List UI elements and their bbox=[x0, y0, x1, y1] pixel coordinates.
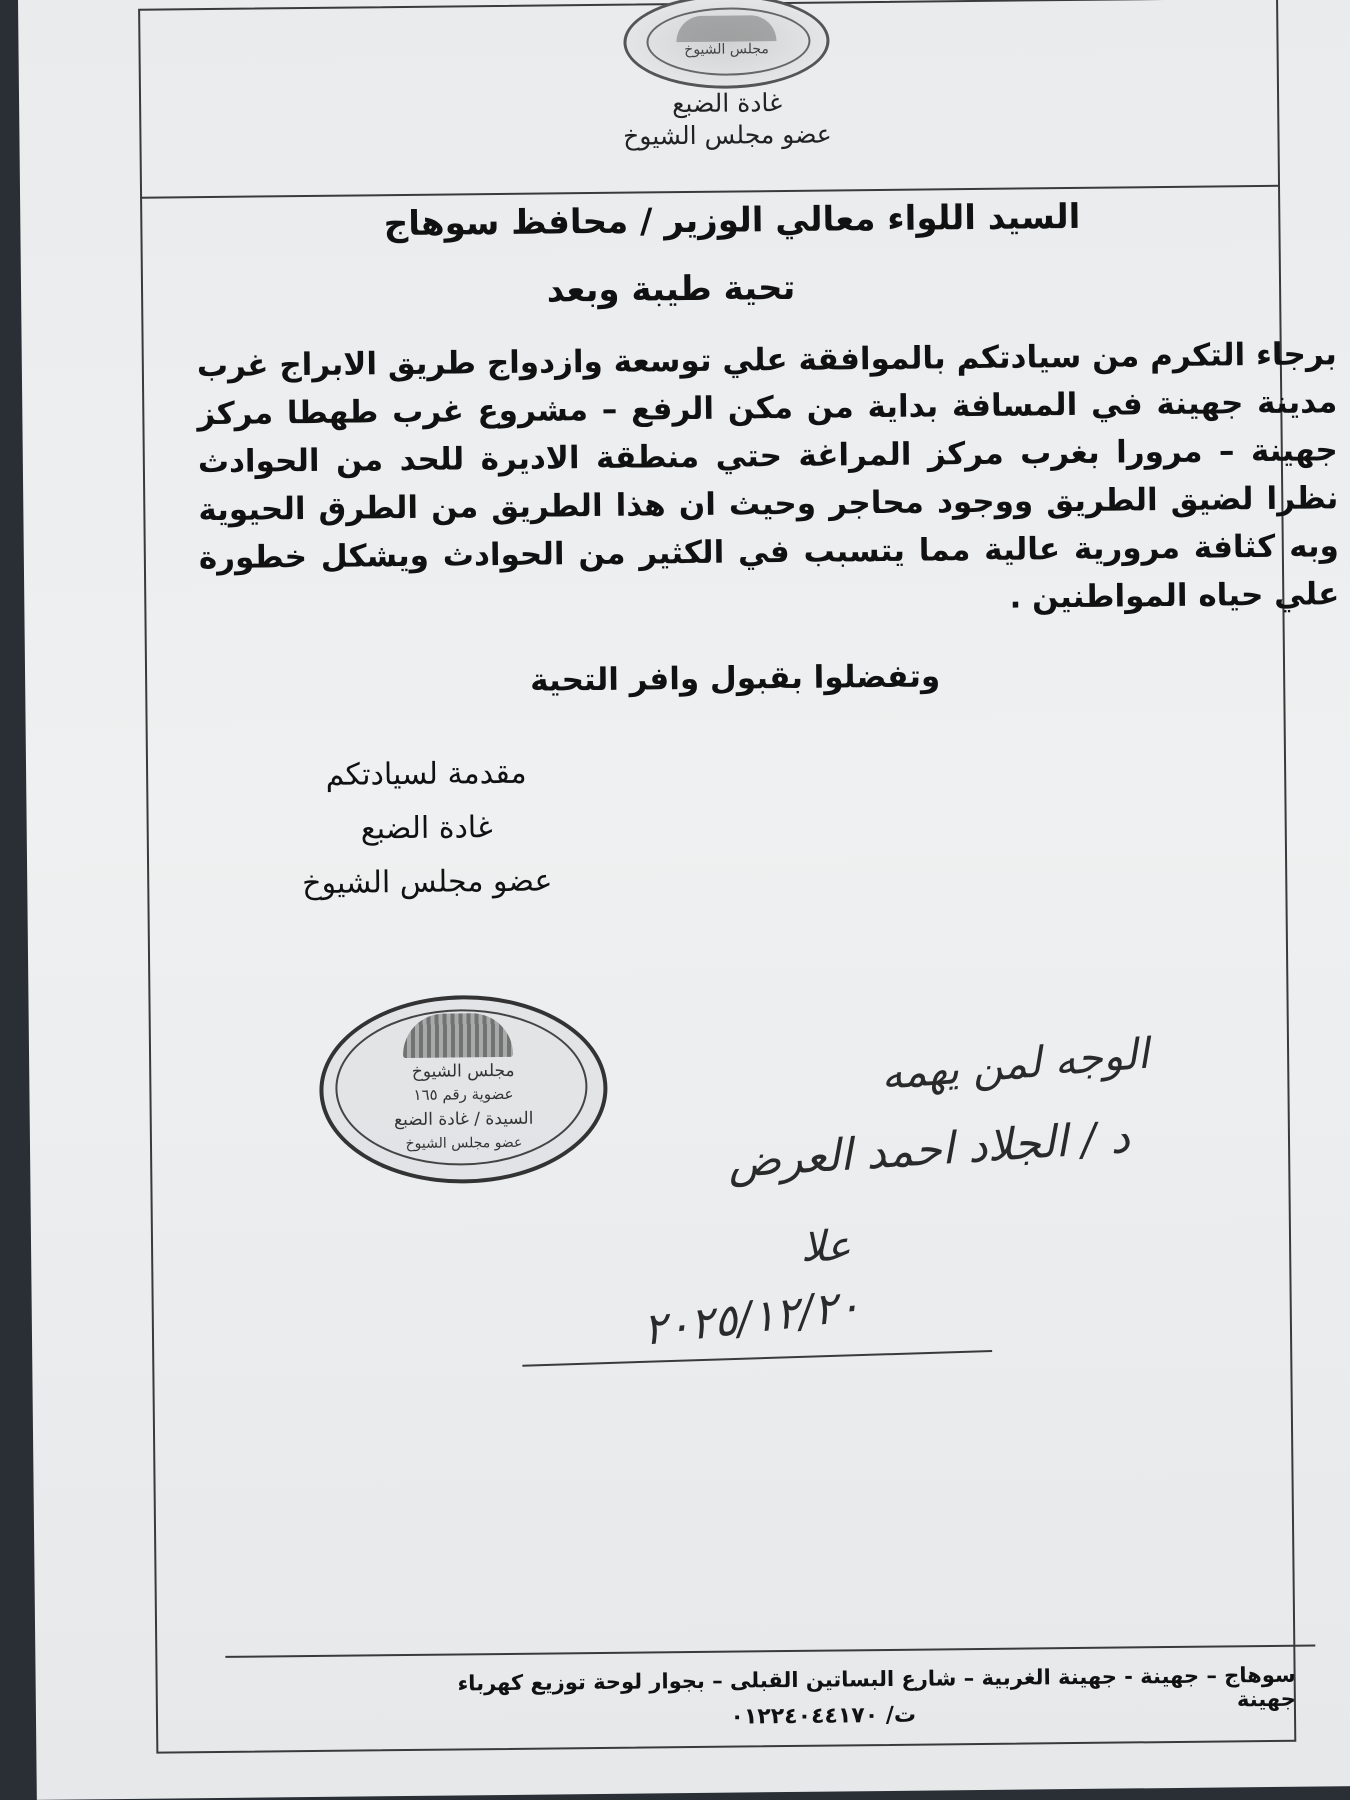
dome-icon bbox=[676, 15, 776, 42]
closing-line: وتفضلوا بقبول وافر التحية bbox=[529, 658, 941, 699]
handwritten-referral: الوجه لمن يهمه bbox=[879, 1028, 1151, 1100]
letterhead-title: عضو مجلس الشيوخ bbox=[623, 119, 832, 151]
footer-address: سوهاج – جهينة - جهينة الغربية – شارع البساتين القبلى – بجوار لوحة توزيع كهرباء جهينة bbox=[457, 1662, 1296, 1712]
signature-presented: مقدمة لسيادتكم bbox=[325, 755, 527, 793]
stamp-title: عضو مجلس الشيوخ bbox=[405, 1134, 523, 1153]
seal-logo-text: مجلس الشيوخ bbox=[684, 41, 769, 59]
handwritten-date: ٢٠٢٥/١٢/٢٠ bbox=[640, 1279, 864, 1356]
signature-block bbox=[266, 746, 588, 911]
footer-phone: ت/ ٠١٢٢٤٠٤٤١٧٠ bbox=[730, 1702, 917, 1730]
greeting: تحية طيبة وبعد bbox=[546, 267, 796, 311]
stamp-name: السيدة / غادة الضبع bbox=[393, 1108, 534, 1131]
stamp-membership: عضوية رقم ١٦٥ bbox=[413, 1084, 514, 1104]
signature-name: غادة الضبع bbox=[360, 810, 493, 847]
letter-body: برجاء التكرم من سيادتكم بالموافقة علي توسعة وازدواج طريق الابراج غرب مدينة جهينة في المسافة بداية من مكن الرفع – مشروع غرب طهطا مركز جهينة – مرورا بغرب مركز المراغة حتي منطقة الاديرة للحد من الحوادث نظرا لضيق الطريق ووجود محاجر وحيث ان هذا الطريق من الطرق الحيوية وبه كثافة مرورية عالية مما يتسبب في الكثير من الحوادث ويشكل خطورة علي حياه المواطنين . bbox=[196, 336, 1340, 616]
document-page bbox=[18, 0, 1350, 1800]
stamp-logo-text: مجلس الشيوخ bbox=[411, 1060, 515, 1082]
handwritten-addressee: د / الجلاد احمد العرض bbox=[726, 1111, 1132, 1189]
handwritten-initials: علا bbox=[800, 1221, 852, 1271]
salutation: السيد اللواء معالي الوزير / محافظ سوهاج bbox=[383, 196, 1081, 245]
signature-title: عضو مجلس الشيوخ bbox=[301, 863, 553, 902]
letterhead-name: غادة الضبع bbox=[671, 88, 783, 119]
